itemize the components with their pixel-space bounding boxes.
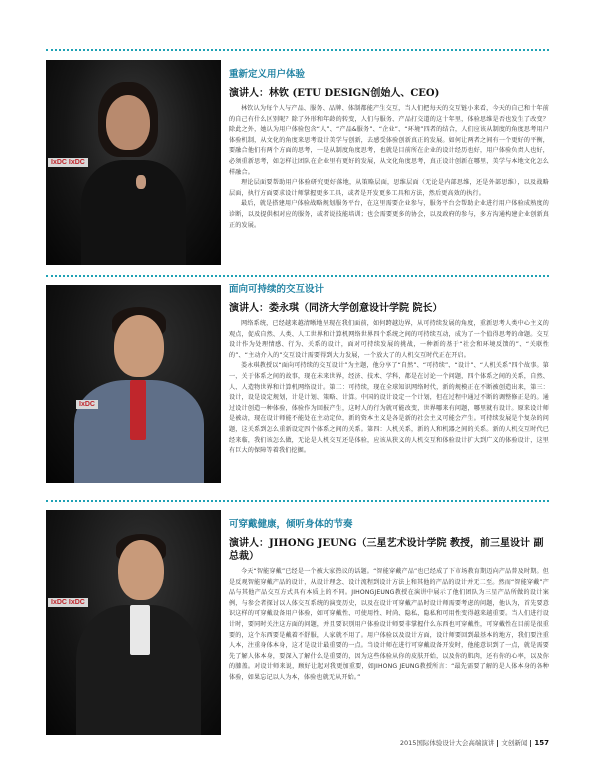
paragraph: 今天“智能穿戴”已经是一个被大家热议的话题。“智能穿戴产品”也已经成了下市场教育期迈向产品普及时期。但是反观智能穿戴产品的设计，从设计理念、设计流程到设计方法上和其他的产品的设计并无二至。然而“智能穿戴”产品与其他产品交互方式具有本质上的不同。JIHONGJEUNG教授在演讲中展示了他们团队为三星产品所做的设计案例，与参会者探讨以人体交互系统的演变历史，以及在设计可穿戴产品时设计师需要考虑的问题，他认为，首先要意识这样的可穿戴设备用户体验，如可穿戴性、可使用性、时尚、隐私，隐私和可用性变得越来越重要。当人们进行设计时，要同时关注这方面的问题，并且要识别用户体验设计师要非掌握什么东西也可穿戴性，可穿戴性在目前是很重要的，这个东西要是戴着不舒服，人家就不用了。用户体验以及设计方面，设计师要回到最基本的地方，我们要注重人本，注重身体本身，这才是设计最重要的一点。当设计师在进行可穿戴设备开发时，他能意识到了一点，就是需要先了解人体本身，要深入了解什么是重要的，因为这些体验从你的皮肤开始，以及你的肌肉，还有你的心率，以及你的膝盖。对设计师来说，顾好让起对我更加重要，如JIHONG JEUNG教授所言：“最先需要了解的是人体本身的各种体验，如果忘记以人为本，体验也就无从开始。” [229,568,549,681]
section-title: 重新定义用户体验 [229,69,306,80]
paragraph: 林钦认为每个人与产品、服务、品牌、体制都能产生交互，当人们把每天的交互链小来看，今天的自己和十年前的自己有什么区别呢？除了外形和年龄的转变，人们与服务、产品打交道的这十年里，体验思维是否也发生了改变？除此之外，她认为用户体验包含“人”、“产品&服务”、“企业”、“环境”四者的结合，人们应该从制度的角度思考用户体验机制，从文化的角度来思考设计美学与创新，去感受体验创新真正的发展。如何让两者之间有一个更好的平衡，要融合他们有两个方面的思考，一是从制度角度思考，也就是目前所在企业的设计经历也好，用户体验负责人也好，必须重新思考，如怎样让团队在企业里有更好的发展，从文化角度思考，真正设计创新在哪里，美学与本地文化怎么样融合。 [229,105,549,176]
section-text [229,281,549,457]
paragraph: 娄永琪教授以“面向可持续的交互设计”为主题，他分享了“自然”、“可持续”、“设计”、“人机关系”四个故事。第一，关于体系之间的故事，现在未来世界，经济、技术、学科，都是在讨论一个问题，四个体系之间的关系，自然、人、人造物世界和计算机网络设计。第二：可持续，现在全球知识网络时代，新的规模正在不断被创造出来，第三：设计，设是设定规划，计是计划、策略、计算。中国的设计设定一个计划，但在过程中通过不断的调整修正是的。通过设计创造一种体验，体验作为回报产生，这时人的行为就可能改变，世界哪来有问题，哪里就有设计。原来设计师是被动，现在设计师能不能处在主动定位，新的资本主义是各是新的社会主义可能会产生。可持续发展是个复杂的问题，这关系到怎么重新设定四个体系之间的关系。第四：人机关系，新的人和机器之间的关系。新的人机交互时代已经来临，我们该怎么做，无论是人机交互还是体验，应该从狭义的人机交互和体验设计扩大到广义的体验设计，这里有巨大的保障等着我们挖掘。 [229,362,549,455]
speaker-photo-jihong-jeung [46,510,221,735]
speaker-line: 演讲人：JIHONG JEUNG（三星艺术设计学院 教授，前三星设计 副总裁） [229,538,544,562]
ixdc-sign: IxDC IxDC [48,598,88,607]
speaker-photo-lou-yongqi [46,285,221,483]
section-title: 可穿戴健康，倾听身体的节奏 [229,519,353,530]
section-wearable-health [46,510,549,735]
speaker-line: 演讲人：娄永琪（同济大学创意设计学院 院长） [229,303,443,314]
divider-lower [46,500,549,502]
speaker-line: 演讲人：林钦 (ETU DESIGN创始人、CEO) [229,88,440,99]
footer-event: 2015国际体验设计大会高端演讲 [399,739,495,747]
page-footer [400,738,549,747]
divider-top [46,49,549,51]
section-redefine-ux [46,60,549,265]
section-text [229,66,549,231]
divider-middle [46,275,549,277]
section-title: 面向可持续的交互设计 [229,284,325,295]
page-number: 157 [534,739,549,747]
section-sustainable-interaction [46,285,549,485]
footer-column: 文创新闻 [501,739,528,747]
ixdc-sign: IxDC [76,400,98,409]
paragraph: 理论层面要帮助用户体验研究更好落地，从策略层面，思维层面（无论是内部思维，还是外部思维），以及战略层面，执行方面要求设计师掌握更多工具，或者是开发更多工具和方法，然后更高效的执行。 [229,179,549,197]
speaker-photo-lin-qin [46,60,221,265]
paragraph: 网络系统，已经越来越清晰地呈现在我们面前，如何跨越边界，从可持续发展的角度，重新思考人类中心主义的观点，促成自然、人类、人工世界和计算机网络世界四个系统之间的可持续互动，成为了一个值得思考的命题。交互设计作为处理情感、行为、关系的设计，面对可持续发展的挑战，一种新的基于“社会和环境反馈的”、“关联性的”、“主动介入的”交互设计需要得到大力发展，一个放大了的人机交互时代正在开启。 [229,320,549,359]
paragraph: 最后，就是搭建用户体验战略规划服务平台，在这里需要企业参与，服务平台会帮助企业进行用户体验成熟度的诊断，以及提供相对应的服务，或者说技能培训；也会需要更多的协会，以及政府的参与，多方沟通构建企业创新真正的发展。 [229,200,549,229]
ixdc-sign: IxDC IxDC [48,158,88,167]
section-text [229,516,549,684]
